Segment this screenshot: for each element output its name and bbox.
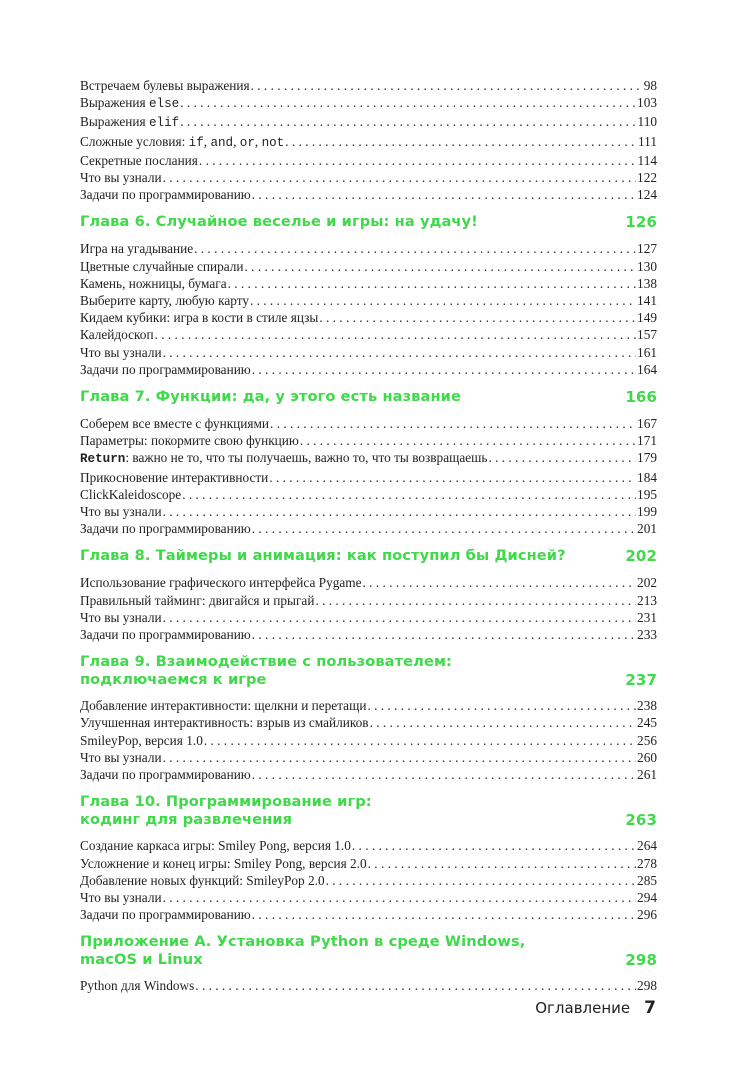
toc-entry[interactable] <box>80 609 657 626</box>
toc-entry-page-number: 264 <box>637 838 657 854</box>
chapter-page-number: 263 <box>625 811 657 830</box>
toc-entry[interactable] <box>80 186 657 203</box>
dot-leader <box>285 133 637 150</box>
toc-entry[interactable] <box>80 449 657 468</box>
toc-entry-page-number: 202 <box>637 575 657 591</box>
toc-entry-title: Выберите карту, любую карту <box>80 293 249 309</box>
dot-leader <box>195 977 636 994</box>
dot-leader <box>252 361 636 378</box>
toc-entry-title <box>80 94 179 113</box>
toc-entry-title: Прикосновение интерактивности <box>80 469 269 485</box>
toc-entry-title: Игра на угадывание <box>80 241 194 257</box>
toc-entry[interactable] <box>80 469 657 486</box>
toc-entry-title: Камень, ножницы, бумага <box>80 275 227 291</box>
toc-entry-title <box>80 133 284 152</box>
toc-entry-page-number: 285 <box>637 872 657 888</box>
page-footer <box>535 998 656 1018</box>
toc-entry-title: ClickKaleidoscope <box>80 486 182 502</box>
toc-entry-title: Параметры: покормите свою функцию <box>80 433 299 449</box>
toc-entry-title: Создание каркаса игры: Smiley Pong, версия 1.0 <box>80 838 351 854</box>
toc-entry-page-number: 127 <box>637 241 657 257</box>
toc-entry[interactable] <box>80 94 657 113</box>
dot-leader <box>180 94 636 111</box>
toc-entry[interactable] <box>80 486 657 503</box>
chapter-page-number: 237 <box>625 671 657 690</box>
toc-entry-page-number: 294 <box>637 889 657 905</box>
chapter-page-number: 202 <box>625 547 657 566</box>
toc-entry[interactable] <box>80 77 657 94</box>
toc-entry[interactable] <box>80 113 657 132</box>
toc-entry-page-number: 201 <box>637 521 657 537</box>
chapter-title: Глава 9. Взаимодействие с пользователем: подключаемся к игре <box>80 653 452 689</box>
toc-entry-title: Использование графического интерфейса Pygame <box>80 575 362 591</box>
toc-entry[interactable] <box>80 749 657 766</box>
code-keyword: if <box>188 135 204 150</box>
toc-entry[interactable] <box>80 889 657 906</box>
toc-entry-title: Улучшенная интерактивность: взрыв из смайликов <box>80 715 369 731</box>
dot-leader <box>367 697 636 714</box>
chapter-page-number: 166 <box>625 388 657 407</box>
dot-leader <box>163 889 636 906</box>
code-keyword: elif <box>148 116 180 131</box>
toc-entry[interactable] <box>80 344 657 361</box>
toc-entry-title: Задачи по программированию <box>80 521 251 537</box>
toc-entry[interactable] <box>80 766 657 783</box>
toc-entry[interactable] <box>80 152 657 169</box>
toc-entry-page-number: 179 <box>637 450 657 466</box>
toc-entry[interactable] <box>80 326 657 343</box>
toc-entry-title: Соберем все вместе с функциями <box>80 416 270 432</box>
dot-leader <box>315 592 636 609</box>
toc-entry-page-number: 261 <box>637 767 657 783</box>
toc-entry-title: Задачи по программированию <box>80 767 251 783</box>
toc-entry-page-number: 138 <box>637 275 657 291</box>
toc-entry-page-number: 278 <box>637 855 657 871</box>
toc-entry[interactable] <box>80 732 657 749</box>
toc-entry-page-number: 122 <box>637 170 657 186</box>
toc-entry[interactable] <box>80 574 657 591</box>
code-keyword: or <box>239 135 255 150</box>
toc-entry-page-number: 103 <box>637 95 657 111</box>
toc-entry-page-number: 231 <box>637 609 657 625</box>
toc-entry[interactable] <box>80 415 657 432</box>
dot-leader <box>270 415 636 432</box>
toc-entry-title: Что вы узнали <box>80 344 162 360</box>
chapter-title: Приложение А. Установка Python в среде Windows, macOS и Linux <box>80 933 526 969</box>
toc-entry-page-number: 130 <box>637 258 657 274</box>
toc-entry-page-number: 149 <box>637 310 657 326</box>
toc-entry-text: : важно не то, что ты получаешь, важно то, что ты возвращаешь <box>125 450 488 466</box>
toc-entry[interactable] <box>80 837 657 854</box>
toc-entry-text: , <box>254 133 262 149</box>
toc-entry-title: Добавление новых функций: SmileyPop 2.0 <box>80 872 325 888</box>
toc-entry[interactable] <box>80 361 657 378</box>
chapter-heading[interactable] <box>80 547 657 565</box>
dot-leader <box>251 77 643 94</box>
toc-entry[interactable] <box>80 275 657 292</box>
toc-entry-text: , <box>203 133 211 149</box>
dot-leader <box>163 749 636 766</box>
chapter-heading[interactable] <box>80 933 657 969</box>
toc-entry[interactable] <box>80 292 657 309</box>
dot-leader <box>250 292 636 309</box>
toc-entry[interactable] <box>80 133 657 152</box>
toc-entry-title <box>80 113 179 132</box>
dot-leader <box>155 326 636 343</box>
chapter-title: Глава 6. Случайное веселье и игры: на удачу! <box>80 213 478 231</box>
chapter-title: Глава 7. Функции: да, у этого есть название <box>80 388 461 406</box>
toc-entry[interactable] <box>80 697 657 714</box>
code-keyword: else <box>148 97 180 112</box>
toc-entry-page-number: 199 <box>637 504 657 520</box>
toc-entry-page-number: 157 <box>637 327 657 343</box>
toc-entry-page-number: 238 <box>637 698 657 714</box>
toc-entry-title: Правильный тайминг: двигайся и прыгай <box>80 592 315 608</box>
toc-entry-page-number: 298 <box>637 978 657 994</box>
chapter-title: Глава 8. Таймеры и анимация: как поступил бы Дисней? <box>80 547 566 565</box>
toc-entry-title: Усложнение и конец игры: Smiley Pong, версия 2.0 <box>80 855 367 871</box>
footer-section-title: Оглавление <box>535 999 631 1017</box>
toc-entry[interactable] <box>80 872 657 889</box>
code-keyword: and <box>210 135 234 150</box>
toc-entry-title: Что вы узнали <box>80 749 162 765</box>
toc-entry-title: Что вы узнали <box>80 889 162 905</box>
toc-entry-page-number: 184 <box>637 469 657 485</box>
toc-entry-title <box>80 449 487 468</box>
chapter-heading[interactable] <box>80 793 657 829</box>
toc-entry[interactable] <box>80 520 657 537</box>
dot-leader <box>163 344 636 361</box>
toc-entry[interactable] <box>80 906 657 923</box>
toc-entry-title: SmileyPop, версия 1.0 <box>80 732 203 748</box>
toc-entry[interactable] <box>80 977 657 994</box>
dot-leader <box>199 152 637 169</box>
toc-entry-text: , <box>233 133 240 149</box>
dot-leader <box>363 574 637 591</box>
toc-entry-page-number: 161 <box>637 344 657 360</box>
toc-entry-title: Калейдоскоп <box>80 327 154 343</box>
toc-entry[interactable] <box>80 309 657 326</box>
toc-entry-title: Задачи по программированию <box>80 187 251 203</box>
dot-leader <box>352 837 636 854</box>
toc-entry-title: Что вы узнали <box>80 504 162 520</box>
toc-entry-page-number: 110 <box>637 114 657 130</box>
toc-entry-title: Кидаем кубики: игра в кости в стиле яцзы <box>80 310 319 326</box>
toc-entry-title: Добавление интерактивности: щелкни и перетащи <box>80 698 367 714</box>
toc-entry[interactable] <box>80 169 657 186</box>
toc-entry-title: Цветные случайные спирали <box>80 258 244 274</box>
toc-entry-page-number: 141 <box>637 293 657 309</box>
dot-leader <box>368 855 636 872</box>
toc-entry-page-number: 167 <box>637 416 657 432</box>
toc-entry[interactable] <box>80 432 657 449</box>
toc-entry-title: Встречаем булевы выражения <box>80 78 250 93</box>
dot-leader <box>326 872 636 889</box>
dot-leader <box>252 906 636 923</box>
chapter-title: Глава 10. Программирование игр: кодинг для развлечения <box>80 793 372 829</box>
toc-entry[interactable] <box>80 626 657 643</box>
toc-entry[interactable] <box>80 258 657 275</box>
toc-entry-text: Выражения <box>80 95 149 111</box>
dot-leader <box>269 469 636 486</box>
toc-entry[interactable] <box>80 592 657 609</box>
dot-leader <box>252 626 636 643</box>
chapter-page-number: 298 <box>625 951 657 970</box>
toc-entry-page-number: 233 <box>637 627 657 643</box>
toc-entry-title: Python для Windows <box>80 978 195 994</box>
dot-leader <box>163 609 636 626</box>
dot-leader <box>252 766 636 783</box>
chapter-heading[interactable] <box>80 388 657 406</box>
toc-entry-text: Сложные условия: <box>80 133 189 149</box>
toc-entry-page-number: 111 <box>638 133 657 149</box>
toc-entry[interactable] <box>80 240 657 257</box>
toc-entry-page-number: 213 <box>637 592 657 608</box>
toc-entry-page-number: 124 <box>637 187 657 203</box>
toc-entry-title: Задачи по программированию <box>80 627 251 643</box>
toc-entry-page-number: 98 <box>643 78 657 93</box>
toc-entry-title: Что вы узнали <box>80 170 162 186</box>
table-of-contents <box>80 77 657 995</box>
dot-leader <box>319 309 636 326</box>
dot-leader <box>194 240 636 257</box>
code-keyword: Return <box>80 452 126 467</box>
dot-leader <box>252 520 636 537</box>
dot-leader <box>163 503 636 520</box>
toc-entry[interactable] <box>80 714 657 731</box>
toc-entry-title: Что вы узнали <box>80 609 162 625</box>
dot-leader <box>163 169 636 186</box>
dot-leader <box>204 732 636 749</box>
chapter-heading[interactable] <box>80 653 657 689</box>
dot-leader <box>228 275 636 292</box>
code-keyword: not <box>261 135 285 150</box>
dot-leader <box>245 258 637 275</box>
toc-entry-page-number: 296 <box>637 907 657 923</box>
dot-leader <box>300 432 636 449</box>
toc-entry-page-number: 256 <box>637 732 657 748</box>
dot-leader <box>370 714 636 731</box>
footer-page-number: 7 <box>644 998 656 1018</box>
dot-leader <box>488 449 636 466</box>
toc-entry-page-number: 114 <box>637 152 657 168</box>
dot-leader <box>182 486 636 503</box>
dot-leader <box>252 186 636 203</box>
toc-entry-page-number: 245 <box>637 715 657 731</box>
toc-entry-text: Выражения <box>80 114 149 130</box>
chapter-page-number: 126 <box>625 213 657 232</box>
toc-entry-page-number: 260 <box>637 749 657 765</box>
toc-entry-page-number: 164 <box>637 361 657 377</box>
toc-entry-title: Задачи по программированию <box>80 907 251 923</box>
chapter-heading[interactable] <box>80 213 657 231</box>
dot-leader <box>180 113 636 130</box>
toc-entry[interactable] <box>80 855 657 872</box>
toc-entry-title: Задачи по программированию <box>80 361 251 377</box>
toc-entry[interactable] <box>80 503 657 520</box>
toc-entry-page-number: 171 <box>637 433 657 449</box>
toc-entry-title: Секретные послания <box>80 152 198 168</box>
toc-entry-page-number: 195 <box>637 486 657 502</box>
